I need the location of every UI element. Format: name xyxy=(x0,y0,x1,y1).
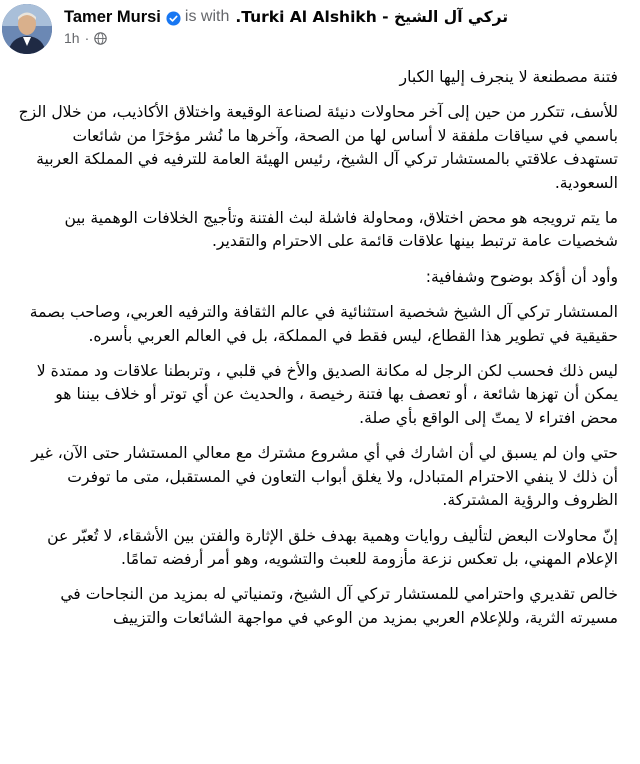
tagged-person-link[interactable]: تركي آل الشيخ - Turki Al Alshikh. xyxy=(235,8,509,26)
post-header-line xyxy=(64,6,508,28)
author-avatar[interactable] xyxy=(2,4,52,54)
meta-separator: · xyxy=(84,30,90,46)
globe-icon[interactable] xyxy=(94,32,107,45)
post-paragraph: إنّ محاولات البعض لتأليف روايات وهمية بهدف خلق الإثارة والفتن بين الأشقاء، لا تُعبّر عن الإعلام المهني، بل تعكس نزعة مأزومة للعبث والتشويه، وهو أمر أرفضه تمامًا. xyxy=(47,526,618,568)
post-paragraph-title: فتنة مصطنعة لا ينجرف إليها الكبار xyxy=(399,68,618,86)
post-paragraph: ليس ذلك فحسب لكن الرجل له مكانة الصديق والأخ في قلبي ، وتربطنا علاقات ود ممتدة لا يمكن أن تهزها شائعة ، أو تعصف بها فتنة رخيصة ، والحديث عن أي توتر أو خلاف بيننا هو محض افتراء لا يمتّ إلى الواقع بأي صلة. xyxy=(36,362,618,427)
post-paragraph: حتي وان لم يسبق لي أن اشارك في أي مشروع مشترك مع معالي المستشار حتى الآن، غير أن ذلك لا ينفي الاحترام المتبادل، ولا يغلق أبواب التعاون في المستقبل، متى ما توفرت الظروف والرؤية المشتركة. xyxy=(31,444,618,510)
post-paragraph: للأسف، تتكرر من حين إلى آخر محاولات دنيئة لصناعة الوقيعة واختلاق الأكاذيب، من خلال الزج باسمي في سياقات ملفقة لا أساس لها من الصحة، وآخرها ما نُشر مؤخرًا من شائعات تستهدف علاقتي بالمستشار تركي آل الشيخ، رئيس الهيئة العامة للترفيه في المملكة العربية السعودية. xyxy=(18,103,618,192)
post-meta xyxy=(64,30,107,46)
author-name[interactable]: Tamer Mursi xyxy=(64,8,161,26)
post-body xyxy=(18,66,618,642)
post-paragraph: المستشار تركي آل الشيخ شخصية استثنائية في عالم الثقافة والترفيه العربي، وصاحب بصمة حقيقية في تطوير هذا القطاع، ليس فقط في المملكة، بل في العالم العربي بأسره. xyxy=(29,303,618,345)
post-paragraph: وأود أن أؤكد بوضوح وشفافية: xyxy=(425,267,618,286)
post-timestamp[interactable]: 1h xyxy=(64,30,80,46)
post-paragraph: خالص تقديري واحترامي للمستشار تركي آل الشيخ، وتمنياتي له بمزيد من النجاحات في مسيرته الثرية، وللإعلام العربي بمزيد من الوعي في مواجهة الشائعات والتزييف xyxy=(60,585,618,627)
verified-badge-icon xyxy=(166,10,181,25)
post-header xyxy=(0,0,640,60)
avatar-image xyxy=(2,4,52,54)
post-paragraph: ما يتم ترويجه هو محض اختلاق، ومحاولة فاشلة لبث الفتنة وتأجيج الخلافات الوهمية بين شخصيات عامة ترتبط بينها علاقات قائمة على الاحترام والتقدير. xyxy=(64,209,618,251)
is-with-text: is with xyxy=(184,8,230,25)
